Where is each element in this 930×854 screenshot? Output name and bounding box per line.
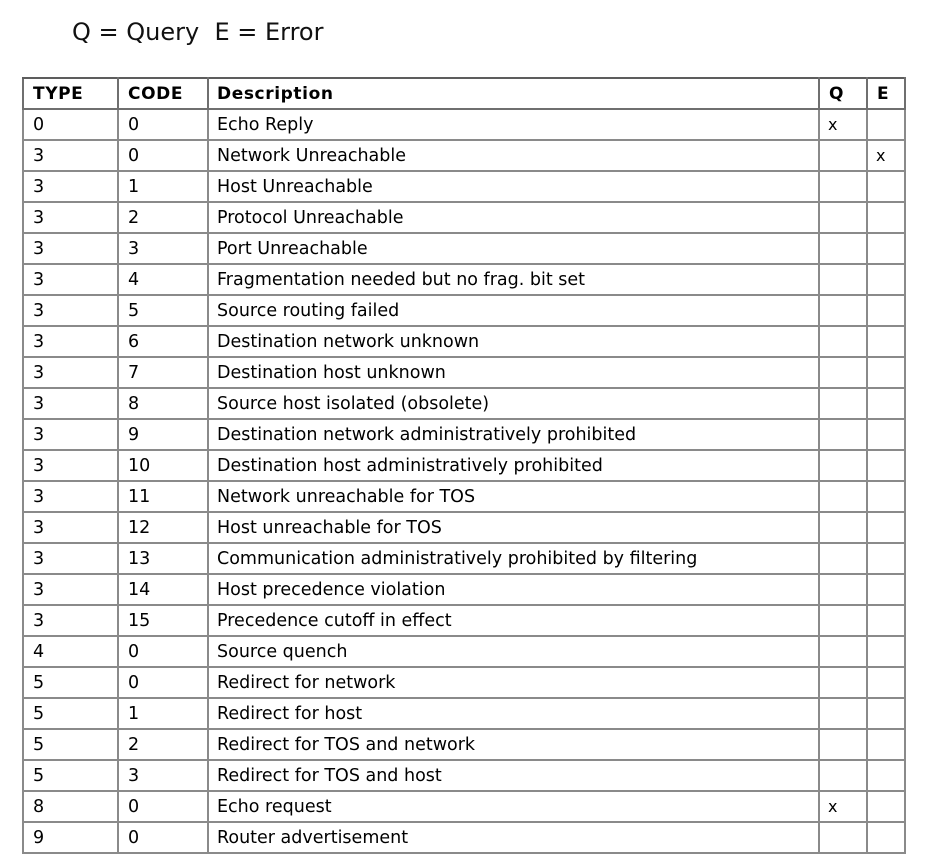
- cell-query-mark: [819, 171, 867, 202]
- cell-description-text: Fragmentation needed but no frag. bit set: [217, 270, 586, 290]
- cell-description-text: Destination network unknown: [217, 332, 480, 352]
- table-row: [23, 667, 905, 698]
- table-row: [23, 140, 905, 171]
- cell-type: [23, 419, 118, 450]
- cell-description: [208, 574, 819, 605]
- cell-description: [208, 760, 819, 791]
- cell-type: [23, 636, 118, 667]
- cell-type: [23, 822, 118, 853]
- cell-description-text: Host Unreachable: [217, 177, 373, 197]
- cell-type-text: 3: [33, 301, 45, 321]
- cell-error-mark: [867, 760, 905, 791]
- cell-type-text: 3: [33, 332, 45, 352]
- cell-description: [208, 326, 819, 357]
- column-header-error-label: E: [877, 84, 890, 104]
- cell-description-text: Redirect for network: [217, 673, 396, 693]
- cell-code: [118, 605, 208, 636]
- cell-query-mark: [819, 605, 867, 636]
- cell-type-text: 5: [33, 673, 45, 693]
- cell-error-mark: [867, 326, 905, 357]
- table-row: [23, 822, 905, 853]
- cell-error-mark-text: [868, 420, 904, 449]
- cell-query-mark: [819, 202, 867, 233]
- table-row: [23, 326, 905, 357]
- cell-error-mark: [867, 667, 905, 698]
- cell-code-text: 0: [128, 115, 140, 135]
- cell-error-mark: [867, 574, 905, 605]
- cell-query-mark: [819, 760, 867, 791]
- cell-query-mark-text: x: [828, 115, 838, 134]
- cell-query-mark: [819, 636, 867, 667]
- cell-query-mark: [819, 357, 867, 388]
- legend-caption: Q = Query E = Error: [72, 18, 324, 46]
- cell-code-text: 12: [128, 518, 151, 538]
- cell-code: [118, 109, 208, 140]
- cell-code-text: 0: [128, 673, 140, 693]
- table-row: [23, 109, 905, 140]
- table-row: [23, 357, 905, 388]
- cell-query-mark-text: [820, 141, 866, 170]
- cell-query-mark-text: [820, 668, 866, 697]
- cell-description-text: Destination host unknown: [217, 363, 446, 383]
- cell-type-text: 3: [33, 580, 45, 600]
- cell-description-text: Source host isolated (obsolete): [217, 394, 490, 414]
- table-header: [23, 78, 905, 109]
- cell-error-mark-text: [868, 544, 904, 573]
- cell-query-mark: [819, 512, 867, 543]
- cell-description-text: Port Unreachable: [217, 239, 368, 259]
- cell-type-text: 3: [33, 146, 45, 166]
- cell-query-mark-text: [820, 482, 866, 511]
- cell-code-text: 1: [128, 177, 140, 197]
- cell-description-text: Destination host administratively prohibited: [217, 456, 603, 476]
- cell-query-mark-text: [820, 637, 866, 666]
- table-row: [23, 574, 905, 605]
- cell-description: [208, 791, 819, 822]
- column-header-type-label: TYPE: [33, 84, 84, 104]
- cell-code-text: 3: [128, 766, 140, 786]
- cell-code: [118, 729, 208, 760]
- cell-query-mark: [819, 450, 867, 481]
- column-header-code-label: CODE: [128, 84, 184, 104]
- cell-type-text: 5: [33, 704, 45, 724]
- table-row: [23, 264, 905, 295]
- cell-query-mark-text: [820, 327, 866, 356]
- cell-error-mark-text: [868, 792, 904, 821]
- cell-description-text: Destination network administratively prohibited: [217, 425, 637, 445]
- cell-type: [23, 698, 118, 729]
- cell-description-text: Router advertisement: [217, 828, 409, 848]
- cell-code: [118, 760, 208, 791]
- cell-error-mark: [867, 388, 905, 419]
- cell-error-mark-text: [868, 203, 904, 232]
- cell-code: [118, 202, 208, 233]
- cell-query-mark-text: x: [828, 797, 838, 816]
- cell-description: [208, 543, 819, 574]
- cell-type: [23, 357, 118, 388]
- cell-error-mark-text: [868, 296, 904, 325]
- column-header-query-label: Q: [829, 84, 845, 104]
- cell-code: [118, 357, 208, 388]
- table-row: [23, 171, 905, 202]
- cell-query-mark: [819, 295, 867, 326]
- cell-query-mark: [819, 419, 867, 450]
- cell-code: [118, 171, 208, 202]
- cell-code: [118, 233, 208, 264]
- table-row: [23, 419, 905, 450]
- cell-error-mark-text: [868, 606, 904, 635]
- cell-code: [118, 543, 208, 574]
- cell-description: [208, 233, 819, 264]
- cell-code: [118, 450, 208, 481]
- table-row: [23, 605, 905, 636]
- cell-description: [208, 636, 819, 667]
- table-row: [23, 481, 905, 512]
- cell-error-mark: [867, 729, 905, 760]
- cell-code-text: 14: [128, 580, 151, 600]
- cell-description: [208, 822, 819, 853]
- cell-type: [23, 109, 118, 140]
- cell-code-text: 2: [128, 208, 140, 228]
- column-header-type[interactable]: [23, 78, 118, 109]
- cell-type-text: 3: [33, 177, 45, 197]
- cell-query-mark: [819, 109, 867, 140]
- cell-query-mark-text: [820, 699, 866, 728]
- cell-code-text: 0: [128, 146, 140, 166]
- cell-description-text: Redirect for TOS and host: [217, 766, 442, 786]
- cell-description: [208, 698, 819, 729]
- cell-query-mark-text: [820, 172, 866, 201]
- cell-type: [23, 760, 118, 791]
- cell-description-text: Source quench: [217, 642, 348, 662]
- cell-error-mark-text: [868, 358, 904, 387]
- cell-error-mark: [867, 636, 905, 667]
- cell-type: [23, 388, 118, 419]
- cell-description-text: Redirect for host: [217, 704, 363, 724]
- cell-query-mark: [819, 822, 867, 853]
- cell-query-mark: [819, 729, 867, 760]
- cell-query-mark: [819, 574, 867, 605]
- cell-description-text: Echo Reply: [217, 115, 314, 135]
- cell-type-text: 9: [33, 828, 45, 848]
- cell-query-mark: [819, 388, 867, 419]
- cell-type-text: 3: [33, 611, 45, 631]
- cell-type: [23, 667, 118, 698]
- cell-description: [208, 450, 819, 481]
- cell-error-mark: [867, 233, 905, 264]
- cell-query-mark-text: [820, 451, 866, 480]
- cell-code: [118, 512, 208, 543]
- cell-type: [23, 295, 118, 326]
- table-row: [23, 512, 905, 543]
- cell-error-mark-text: [868, 823, 904, 852]
- cell-description-text: Network Unreachable: [217, 146, 407, 166]
- table-body: [23, 109, 905, 853]
- cell-error-mark: [867, 791, 905, 822]
- cell-query-mark: [819, 233, 867, 264]
- table-row: [23, 791, 905, 822]
- cell-error-mark: [867, 202, 905, 233]
- cell-error-mark: [867, 512, 905, 543]
- cell-type: [23, 202, 118, 233]
- cell-code-text: 7: [128, 363, 140, 383]
- cell-error-mark: [867, 481, 905, 512]
- cell-type: [23, 574, 118, 605]
- cell-code-text: 2: [128, 735, 140, 755]
- cell-error-mark-text: [868, 668, 904, 697]
- cell-type: [23, 450, 118, 481]
- cell-error-mark-text: [868, 513, 904, 542]
- cell-type-text: 3: [33, 239, 45, 259]
- cell-code-text: 1: [128, 704, 140, 724]
- cell-code-text: 8: [128, 394, 140, 414]
- icmp-type-code-table: [22, 77, 906, 854]
- cell-type: [23, 171, 118, 202]
- cell-type: [23, 605, 118, 636]
- cell-description: [208, 140, 819, 171]
- table-row: [23, 233, 905, 264]
- cell-error-mark-text: [868, 730, 904, 759]
- cell-type-text: 3: [33, 456, 45, 476]
- cell-code: [118, 388, 208, 419]
- column-header-query[interactable]: [819, 78, 867, 109]
- cell-error-mark-text: [868, 637, 904, 666]
- cell-query-mark-text: [820, 296, 866, 325]
- cell-description-text: Source routing failed: [217, 301, 400, 321]
- cell-code: [118, 698, 208, 729]
- cell-error-mark-text: [868, 172, 904, 201]
- cell-type-text: 4: [33, 642, 45, 662]
- cell-type-text: 0: [33, 115, 45, 135]
- cell-code-text: 9: [128, 425, 140, 445]
- cell-error-mark-text: [868, 699, 904, 728]
- cell-error-mark: [867, 109, 905, 140]
- cell-code-text: 0: [128, 642, 140, 662]
- cell-code: [118, 574, 208, 605]
- cell-description: [208, 264, 819, 295]
- cell-error-mark-text: x: [876, 146, 886, 165]
- cell-query-mark: [819, 326, 867, 357]
- cell-code: [118, 326, 208, 357]
- cell-query-mark-text: [820, 203, 866, 232]
- cell-code: [118, 822, 208, 853]
- cell-description-text: Echo request: [217, 797, 332, 817]
- cell-code-text: 6: [128, 332, 140, 352]
- cell-error-mark-text: [868, 265, 904, 294]
- cell-query-mark: [819, 264, 867, 295]
- cell-description: [208, 419, 819, 450]
- cell-query-mark-text: [820, 513, 866, 542]
- cell-query-mark: [819, 698, 867, 729]
- cell-type-text: 5: [33, 735, 45, 755]
- cell-code-text: 15: [128, 611, 151, 631]
- cell-error-mark-text: [868, 451, 904, 480]
- cell-error-mark-text: [868, 327, 904, 356]
- cell-query-mark: [819, 140, 867, 171]
- cell-error-mark: [867, 140, 905, 171]
- cell-description-text: Precedence cutoff in effect: [217, 611, 452, 631]
- cell-type: [23, 326, 118, 357]
- table-row: [23, 636, 905, 667]
- cell-type: [23, 791, 118, 822]
- cell-code-text: 10: [128, 456, 151, 476]
- cell-description: [208, 357, 819, 388]
- cell-error-mark-text: [868, 482, 904, 511]
- cell-type-text: 3: [33, 425, 45, 445]
- cell-type-text: 5: [33, 766, 45, 786]
- cell-description: [208, 605, 819, 636]
- cell-error-mark-text: [868, 234, 904, 263]
- cell-error-mark: [867, 171, 905, 202]
- cell-type-text: 3: [33, 208, 45, 228]
- table-row: [23, 295, 905, 326]
- cell-code-text: 5: [128, 301, 140, 321]
- cell-code: [118, 419, 208, 450]
- table-row: [23, 202, 905, 233]
- cell-query-mark-text: [820, 420, 866, 449]
- cell-error-mark: [867, 450, 905, 481]
- cell-code: [118, 140, 208, 171]
- column-header-error[interactable]: [867, 78, 905, 109]
- cell-error-mark: [867, 822, 905, 853]
- cell-type-text: 3: [33, 549, 45, 569]
- column-header-description-label: Description: [217, 84, 334, 104]
- cell-error-mark: [867, 543, 905, 574]
- cell-code: [118, 264, 208, 295]
- cell-type-text: 3: [33, 270, 45, 290]
- column-header-description[interactable]: [208, 78, 819, 109]
- cell-query-mark-text: [820, 575, 866, 604]
- cell-query-mark-text: [820, 234, 866, 263]
- cell-description: [208, 202, 819, 233]
- cell-description: [208, 512, 819, 543]
- cell-type: [23, 264, 118, 295]
- cell-code: [118, 481, 208, 512]
- cell-error-mark: [867, 419, 905, 450]
- cell-code: [118, 636, 208, 667]
- cell-type: [23, 512, 118, 543]
- cell-error-mark: [867, 698, 905, 729]
- cell-type: [23, 729, 118, 760]
- cell-query-mark-text: [820, 823, 866, 852]
- cell-query-mark: [819, 481, 867, 512]
- cell-type-text: 3: [33, 394, 45, 414]
- cell-code-text: 0: [128, 797, 140, 817]
- cell-query-mark: [819, 791, 867, 822]
- cell-description-text: Host precedence violation: [217, 580, 446, 600]
- cell-query-mark-text: [820, 358, 866, 387]
- table-row: [23, 543, 905, 574]
- cell-error-mark: [867, 264, 905, 295]
- cell-type: [23, 481, 118, 512]
- table-row: [23, 450, 905, 481]
- cell-error-mark-text: [868, 575, 904, 604]
- cell-description-text: Redirect for TOS and network: [217, 735, 476, 755]
- cell-code-text: 4: [128, 270, 140, 290]
- cell-type: [23, 543, 118, 574]
- cell-error-mark-text: [868, 761, 904, 790]
- cell-query-mark-text: [820, 606, 866, 635]
- cell-description: [208, 171, 819, 202]
- cell-description-text: Network unreachable for TOS: [217, 487, 476, 507]
- cell-description: [208, 388, 819, 419]
- cell-query-mark-text: [820, 265, 866, 294]
- cell-code-text: 0: [128, 828, 140, 848]
- cell-type-text: 3: [33, 487, 45, 507]
- cell-code-text: 13: [128, 549, 151, 569]
- cell-type: [23, 233, 118, 264]
- cell-query-mark: [819, 543, 867, 574]
- cell-error-mark-text: [868, 389, 904, 418]
- cell-query-mark: [819, 667, 867, 698]
- cell-query-mark-text: [820, 761, 866, 790]
- cell-error-mark: [867, 605, 905, 636]
- cell-query-mark-text: [820, 730, 866, 759]
- table-row: [23, 698, 905, 729]
- cell-type-text: 3: [33, 363, 45, 383]
- cell-description: [208, 667, 819, 698]
- cell-error-mark-text: [868, 110, 904, 139]
- column-header-code[interactable]: [118, 78, 208, 109]
- cell-query-mark-text: [820, 544, 866, 573]
- cell-description: [208, 109, 819, 140]
- cell-description: [208, 295, 819, 326]
- cell-code-text: 3: [128, 239, 140, 259]
- cell-description-text: Protocol Unreachable: [217, 208, 404, 228]
- cell-description-text: Host unreachable for TOS: [217, 518, 442, 538]
- cell-error-mark: [867, 357, 905, 388]
- cell-query-mark-text: [820, 389, 866, 418]
- cell-error-mark: [867, 295, 905, 326]
- cell-code-text: 11: [128, 487, 151, 507]
- cell-description: [208, 481, 819, 512]
- cell-type: [23, 140, 118, 171]
- cell-code: [118, 791, 208, 822]
- cell-type-text: 8: [33, 797, 45, 817]
- cell-code: [118, 667, 208, 698]
- table-header-row: [23, 78, 905, 109]
- cell-type-text: 3: [33, 518, 45, 538]
- table-row: [23, 729, 905, 760]
- table-row: [23, 388, 905, 419]
- table-row: [23, 760, 905, 791]
- cell-description: [208, 729, 819, 760]
- cell-description-text: Communication administratively prohibited by filtering: [217, 549, 698, 569]
- cell-code: [118, 295, 208, 326]
